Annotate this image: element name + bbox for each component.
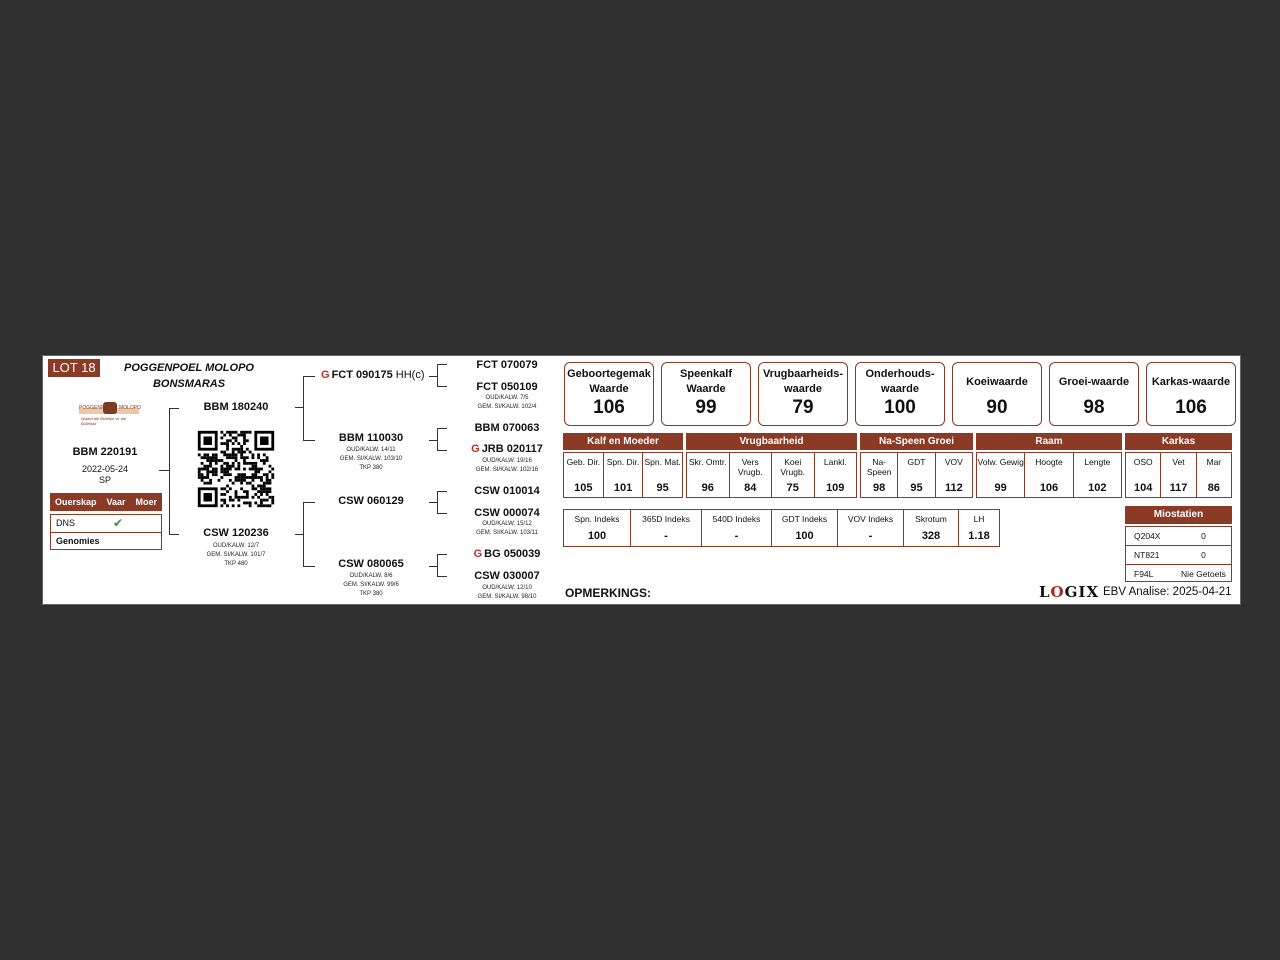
ss-sire: FCT 070079 xyxy=(476,359,538,371)
ebv-raam: Volw. Gewig 99 Hoogte 106 Lengte 102 xyxy=(976,452,1122,498)
group-vrugbaarheid: Vrugbaarheid xyxy=(686,433,857,450)
lot-number: LOT 18 xyxy=(48,359,100,377)
qr-code[interactable] xyxy=(195,428,277,510)
check-icon: ✔ xyxy=(113,516,124,530)
verification-box xyxy=(50,514,162,550)
ebv-vrugbaarheid: Skr. Omtr. 96 Vers Vrugb. 84 Koei Vrugb. 75 Lankl. 109 xyxy=(686,452,857,498)
ss-dam: FCT 050109 xyxy=(476,381,538,393)
ebv-analysis-date: EBV Analise: 2025-04-21 xyxy=(1103,586,1232,598)
genomic-mark-icon: G xyxy=(471,443,480,455)
index-box-onderhoud: Onderhouds-waarde 100 xyxy=(855,362,945,426)
group-na-speen-groei: Na-Speen Groei xyxy=(860,433,973,450)
index-box-koeiwaarde: Koeiwaarde 90 xyxy=(952,362,1042,426)
logix-logo: LOGIX xyxy=(1039,583,1100,601)
ss-dam-info: OUD/KALW. 7/5 GEM. SI/KALW. 102/4 xyxy=(477,395,537,410)
ds-dam: CSW 000074 xyxy=(474,507,540,519)
ds-sire: CSW 010014 xyxy=(474,485,540,497)
myostatin-table: Q204X 0 NT821 0 F94L Nie Getoets xyxy=(1125,526,1232,582)
dam-sire: CSW 060129 xyxy=(338,495,404,507)
index-box-geboortegemak: Geboortegemak Waarde 106 xyxy=(564,362,654,426)
ebv-kalf-en-moeder: Geb. Dir. 105 Spn. Dir. 101 Spn. Mat. 95 xyxy=(563,452,683,498)
sire-dam: BBM 110030 xyxy=(338,432,404,444)
myostatin-header: Miostatien xyxy=(1125,506,1232,524)
selection-indexes: Spn. Indeks 100 365D Indeks - 540D Indeks - GDT Indeks 100 VOV Indeks - Skrotum 328 LH 1.18 xyxy=(563,509,1000,547)
dam-dam-info: OUD/KALW. 8/6 GEM. SI/KALW. 99/6 TKP 380 xyxy=(343,573,399,597)
sire-name: BBM 180240 xyxy=(203,401,269,413)
farm-logo: POGGENPOEL MOLOPO Waard die Bulletjie vir die Bullebak xyxy=(79,400,139,426)
animal-dob: 2022-05-24 xyxy=(81,464,129,474)
genomic-mark-icon: G xyxy=(321,369,330,381)
index-box-karkas: Karkas-waarde 106 xyxy=(1146,362,1236,426)
remarks-label: OPMERKINGS: xyxy=(565,586,652,600)
ebv-na-speen-groei: Na-Speen 98 GDT 95 VOV 112 xyxy=(860,452,973,498)
group-karkas: Karkas xyxy=(1125,433,1232,450)
group-raam: Raam xyxy=(976,433,1122,450)
index-box-speenkalf: Speenkalf Waarde 99 xyxy=(661,362,751,426)
sire-dam-info: OUD/KALW. 14/11 GEM. SI/KALW. 103/10 TKP 380 xyxy=(339,447,403,471)
animal-id: BBM 220191 xyxy=(72,446,138,458)
ebv-karkas: OSO 104 Vet 117 Mar 86 xyxy=(1125,452,1232,498)
sd-dam-info: OUD/KALW. 19/16 GEM. SI/KALW. 102/16 xyxy=(475,458,539,473)
dd-dam: CSW 030007 xyxy=(474,570,540,582)
sire-sire: G FCT 090175 HH(c) xyxy=(321,369,425,381)
tab-ouerskap[interactable]: Ouerskap xyxy=(54,497,97,507)
tab-vaar[interactable]: Vaar xyxy=(106,497,126,507)
dam-info: OUD/KALW. 12/7 GEM. SI/KALW. 101/7 TKP 480 xyxy=(206,543,266,567)
farm-name: POGGENPOEL MOLOPO BONSMARAS xyxy=(124,362,254,390)
genomic-mark-icon: G xyxy=(473,548,483,560)
sd-dam: G JRB 020117 xyxy=(471,443,543,455)
index-box-vrugbaarheid: Vrugbaarheids-waarde 79 xyxy=(758,362,848,426)
index-box-groei: Groei-waarde 98 xyxy=(1049,362,1139,426)
ds-dam-info: OUD/KALW. 15/12 GEM. SI/KALW. 103/11 xyxy=(476,521,538,536)
animal-code: SP xyxy=(98,475,111,485)
dam-dam: CSW 080065 xyxy=(338,558,404,570)
dam-name: CSW 120236 xyxy=(203,527,269,539)
tab-moer[interactable]: Moer xyxy=(135,497,157,507)
lot-card xyxy=(42,355,1241,605)
sd-sire: BBM 070063 xyxy=(474,422,540,434)
dd-sire: G BG 050039 xyxy=(473,548,541,560)
parentage-tabs xyxy=(50,493,162,511)
dd-dam-info: OUD/KALW. 12/10 GEM. SI/KALW. 98/10 xyxy=(477,585,537,600)
group-kalf-en-moeder: Kalf en Moeder xyxy=(563,433,683,450)
dns-row: DNS ✔ xyxy=(56,516,124,530)
genomics-row: Genomies xyxy=(51,532,161,550)
